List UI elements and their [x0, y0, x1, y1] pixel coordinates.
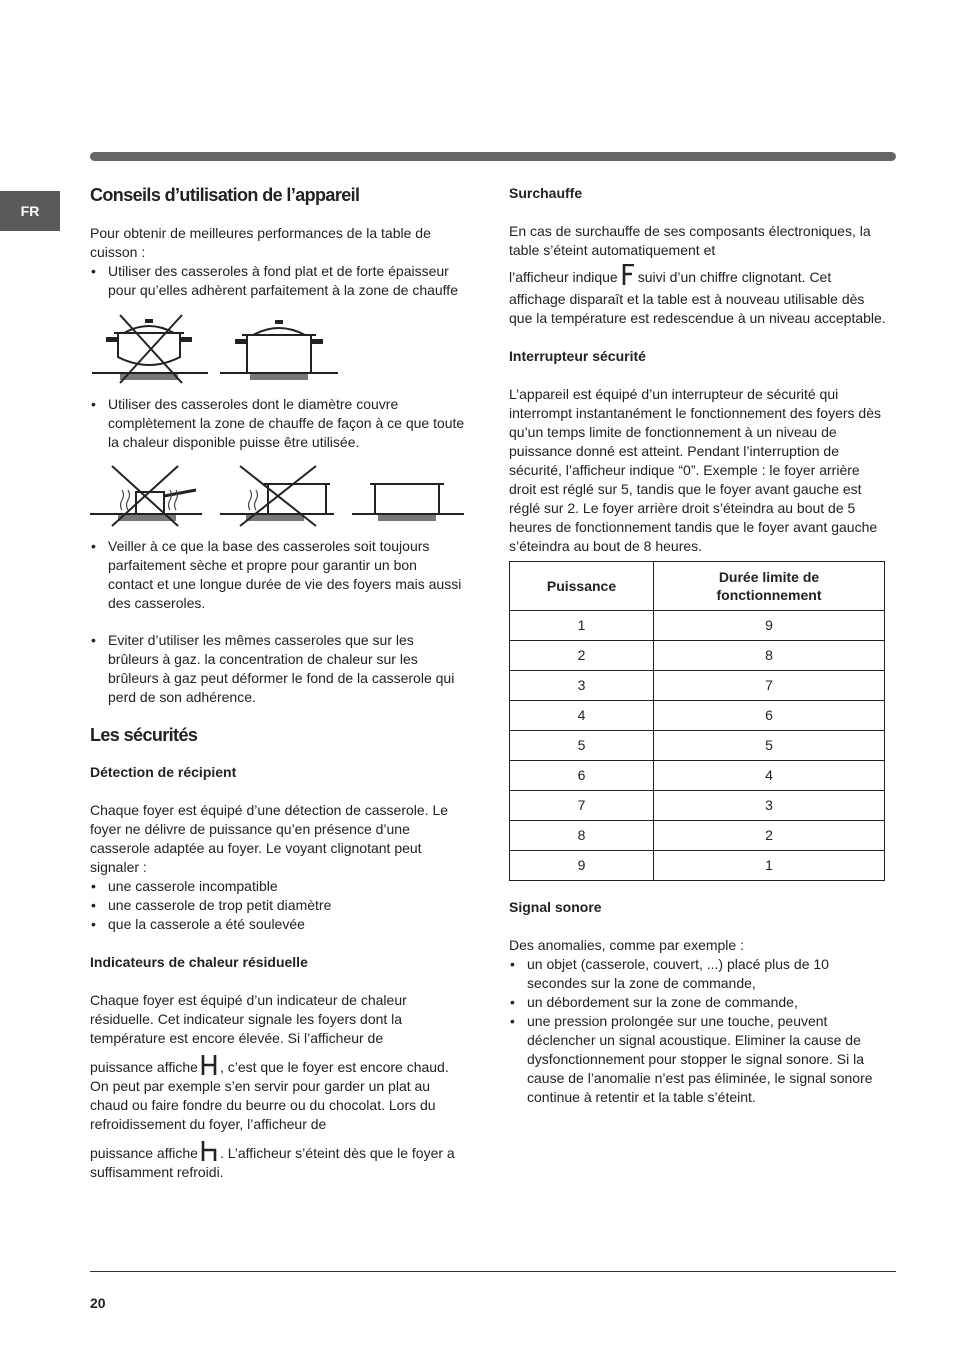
usage-bullet: • Utiliser des casseroles dont le diamètre couvre complètement la zone de chauffe de façon à ce que toute la chaleur disponible puisse être utilisée. — [90, 395, 465, 452]
pan-flatness-illustration — [90, 311, 465, 387]
left-column — [90, 184, 465, 1182]
table-header-power: Puissance — [510, 562, 654, 611]
overheat-text-1: En cas de surchauffe de ses composants électroniques, la table s’éteint automatiquement et — [509, 223, 871, 258]
pan-diameter-icon — [90, 464, 465, 528]
table-cell: 3 — [510, 671, 654, 701]
table-row — [510, 701, 885, 731]
table-row — [510, 731, 885, 761]
table-cell: 9 — [510, 851, 654, 881]
detection-text: Chaque foyer est équipé d’une détection de casserole. Le foyer ne délivre de puissance qu’en présence d’une casserole adaptée au foyer. Le voyant clignotant peut signaler : — [90, 802, 449, 875]
display-F-icon — [620, 264, 636, 286]
residual-text-2 — [90, 1054, 465, 1134]
usage-list-2 — [90, 395, 465, 452]
table-cell: 2 — [654, 821, 885, 851]
table-cell: 6 — [510, 761, 654, 791]
switch-text: L’appareil est équipé d’un interrupteur de sécurité qui interrompt instantanément le fonctionnement des foyers dès qu’un temps limite de fonctionnement à un niveau de puissance donné est atteint. Pendant l’interruption de sécurité, l’afficheur indique “0”. Exemple : le foyer arrière droit est réglé sur 5, tandis que le foyer avant gauche est réglé sur 2. Le foyer arrière droit s’éteindra au bout de 5 heures de fonctionnement tandis que le foyer avant gauche s’éteindra au bout de 8 heures. — [509, 386, 881, 554]
page-number: 20 — [90, 1295, 106, 1311]
signal-item: • un débordement sur la zone de commande, — [509, 993, 886, 1012]
residual-text-2b: , c’est que le foyer est encore chaud. On peut par exemple s’en servir pour garder un plat au chaud ou faire fondre du beurre ou du chocolat. Lors du refroidissement du foyer, l’afficheur de — [90, 1059, 449, 1132]
usage-intro: Pour obtenir de meilleures performances de la table de cuisson : — [90, 225, 431, 260]
table-row — [510, 851, 885, 881]
overheat-text-3: affichage disparaît et la table est à nouveau utilisable dès que la température est redescendue à un niveau acceptable. — [509, 291, 886, 326]
usage-list-3 — [90, 537, 465, 613]
detection-item: • une casserole incompatible — [90, 877, 465, 896]
usage-list-1 — [90, 262, 465, 300]
usage-bullet: • Utiliser des casseroles à fond plat et de forte épaisseur pour qu’elles adhèrent parfaitement à la zone de chauffe — [90, 262, 465, 300]
signal-item: • un objet (casserole, couvert, ...) placé plus de 10 secondes sur la zone de commande, — [509, 955, 886, 993]
table-cell: 1 — [510, 611, 654, 641]
footer-rule — [90, 1271, 896, 1272]
residual-text-3a: puissance affiche — [90, 1145, 198, 1161]
table-cell: 9 — [654, 611, 885, 641]
overheat-text-2a: l’afficheur indique — [509, 269, 618, 285]
switch-title: Interrupteur sécurité — [509, 348, 646, 364]
usage-list-4 — [90, 631, 465, 707]
table-header-limit: Durée limite de fonctionnement — [654, 562, 885, 611]
display-h-icon — [200, 1140, 218, 1162]
table-row — [510, 641, 885, 671]
power-time-table — [509, 561, 885, 881]
overheat-text-2b: suivi d’un chiffre clignotant. Cet — [637, 269, 832, 285]
table-row — [510, 611, 885, 641]
table-cell: 5 — [510, 731, 654, 761]
table-cell: 8 — [510, 821, 654, 851]
signal-title: Signal sonore — [509, 899, 602, 915]
detection-list — [90, 877, 465, 934]
detection-item: • une casserole de trop petit diamètre — [90, 896, 465, 915]
section-title-usage: Conseils d’utilisation de l’appareil — [90, 185, 360, 205]
table-cell: 5 — [654, 731, 885, 761]
table-row — [510, 671, 885, 701]
residual-title: Indicateurs de chaleur résiduelle — [90, 954, 308, 970]
residual-text-1: Chaque foyer est équipé d’un indicateur de chaleur résiduelle. Cet indicateur signale les foyers dont la température est encore élevée. Si l’afficheur de — [90, 992, 407, 1046]
detection-item: • que la casserole a été soulevée — [90, 915, 465, 934]
table-cell: 3 — [654, 791, 885, 821]
table-row — [510, 821, 885, 851]
signal-list — [509, 955, 886, 1107]
table-cell: 8 — [654, 641, 885, 671]
language-tab: FR — [0, 191, 60, 231]
table-cell: 4 — [510, 701, 654, 731]
residual-text-3 — [90, 1140, 465, 1182]
table-cell: 7 — [510, 791, 654, 821]
section-title-safety: Les sécurités — [90, 725, 198, 745]
pan-bottom-icon — [90, 311, 340, 387]
top-rule — [90, 152, 896, 161]
display-H-icon — [200, 1054, 218, 1076]
detection-title: Détection de récipient — [90, 764, 237, 780]
table-cell: 1 — [654, 851, 885, 881]
residual-text-2a: puissance affiche — [90, 1059, 198, 1075]
pan-diameter-illustration — [90, 464, 465, 528]
table-cell: 7 — [654, 671, 885, 701]
table-cell: 2 — [510, 641, 654, 671]
table-row — [510, 761, 885, 791]
table-header-row — [510, 562, 885, 611]
usage-bullet: • Eviter d’utiliser les mêmes casseroles que sur les brûleurs à gaz. la concentration de chaleur sur les brûleurs à gaz peut déformer le fond de la casserole qui perd de son adhérence. — [90, 631, 465, 707]
signal-intro: Des anomalies, comme par exemple : — [509, 937, 744, 953]
signal-item: • une pression prolongée sur une touche, peuvent déclencher un signal acoustique. Eliminer la cause de dysfonctionnement pour stopper le signal sonore. Si la cause de l’anomalie n’est pas éliminée, le signal sonore continue à retentir et la table s’éteint. — [509, 1012, 886, 1107]
right-column — [509, 184, 886, 1107]
table-row — [510, 791, 885, 821]
overheat-title: Surchauffe — [509, 185, 583, 201]
overheat-text-2 — [509, 264, 886, 287]
table-cell: 4 — [654, 761, 885, 791]
usage-bullet: • Veiller à ce que la base des casseroles soit toujours parfaitement sèche et propre pour garantir un bon contact et une longue durée de vie des foyers mais aussi des casseroles. — [90, 537, 465, 613]
residual-text-3b: . L’afficheur s’éteint dès que le foyer a suffisamment refroidi. — [90, 1145, 455, 1180]
table-cell: 6 — [654, 701, 885, 731]
